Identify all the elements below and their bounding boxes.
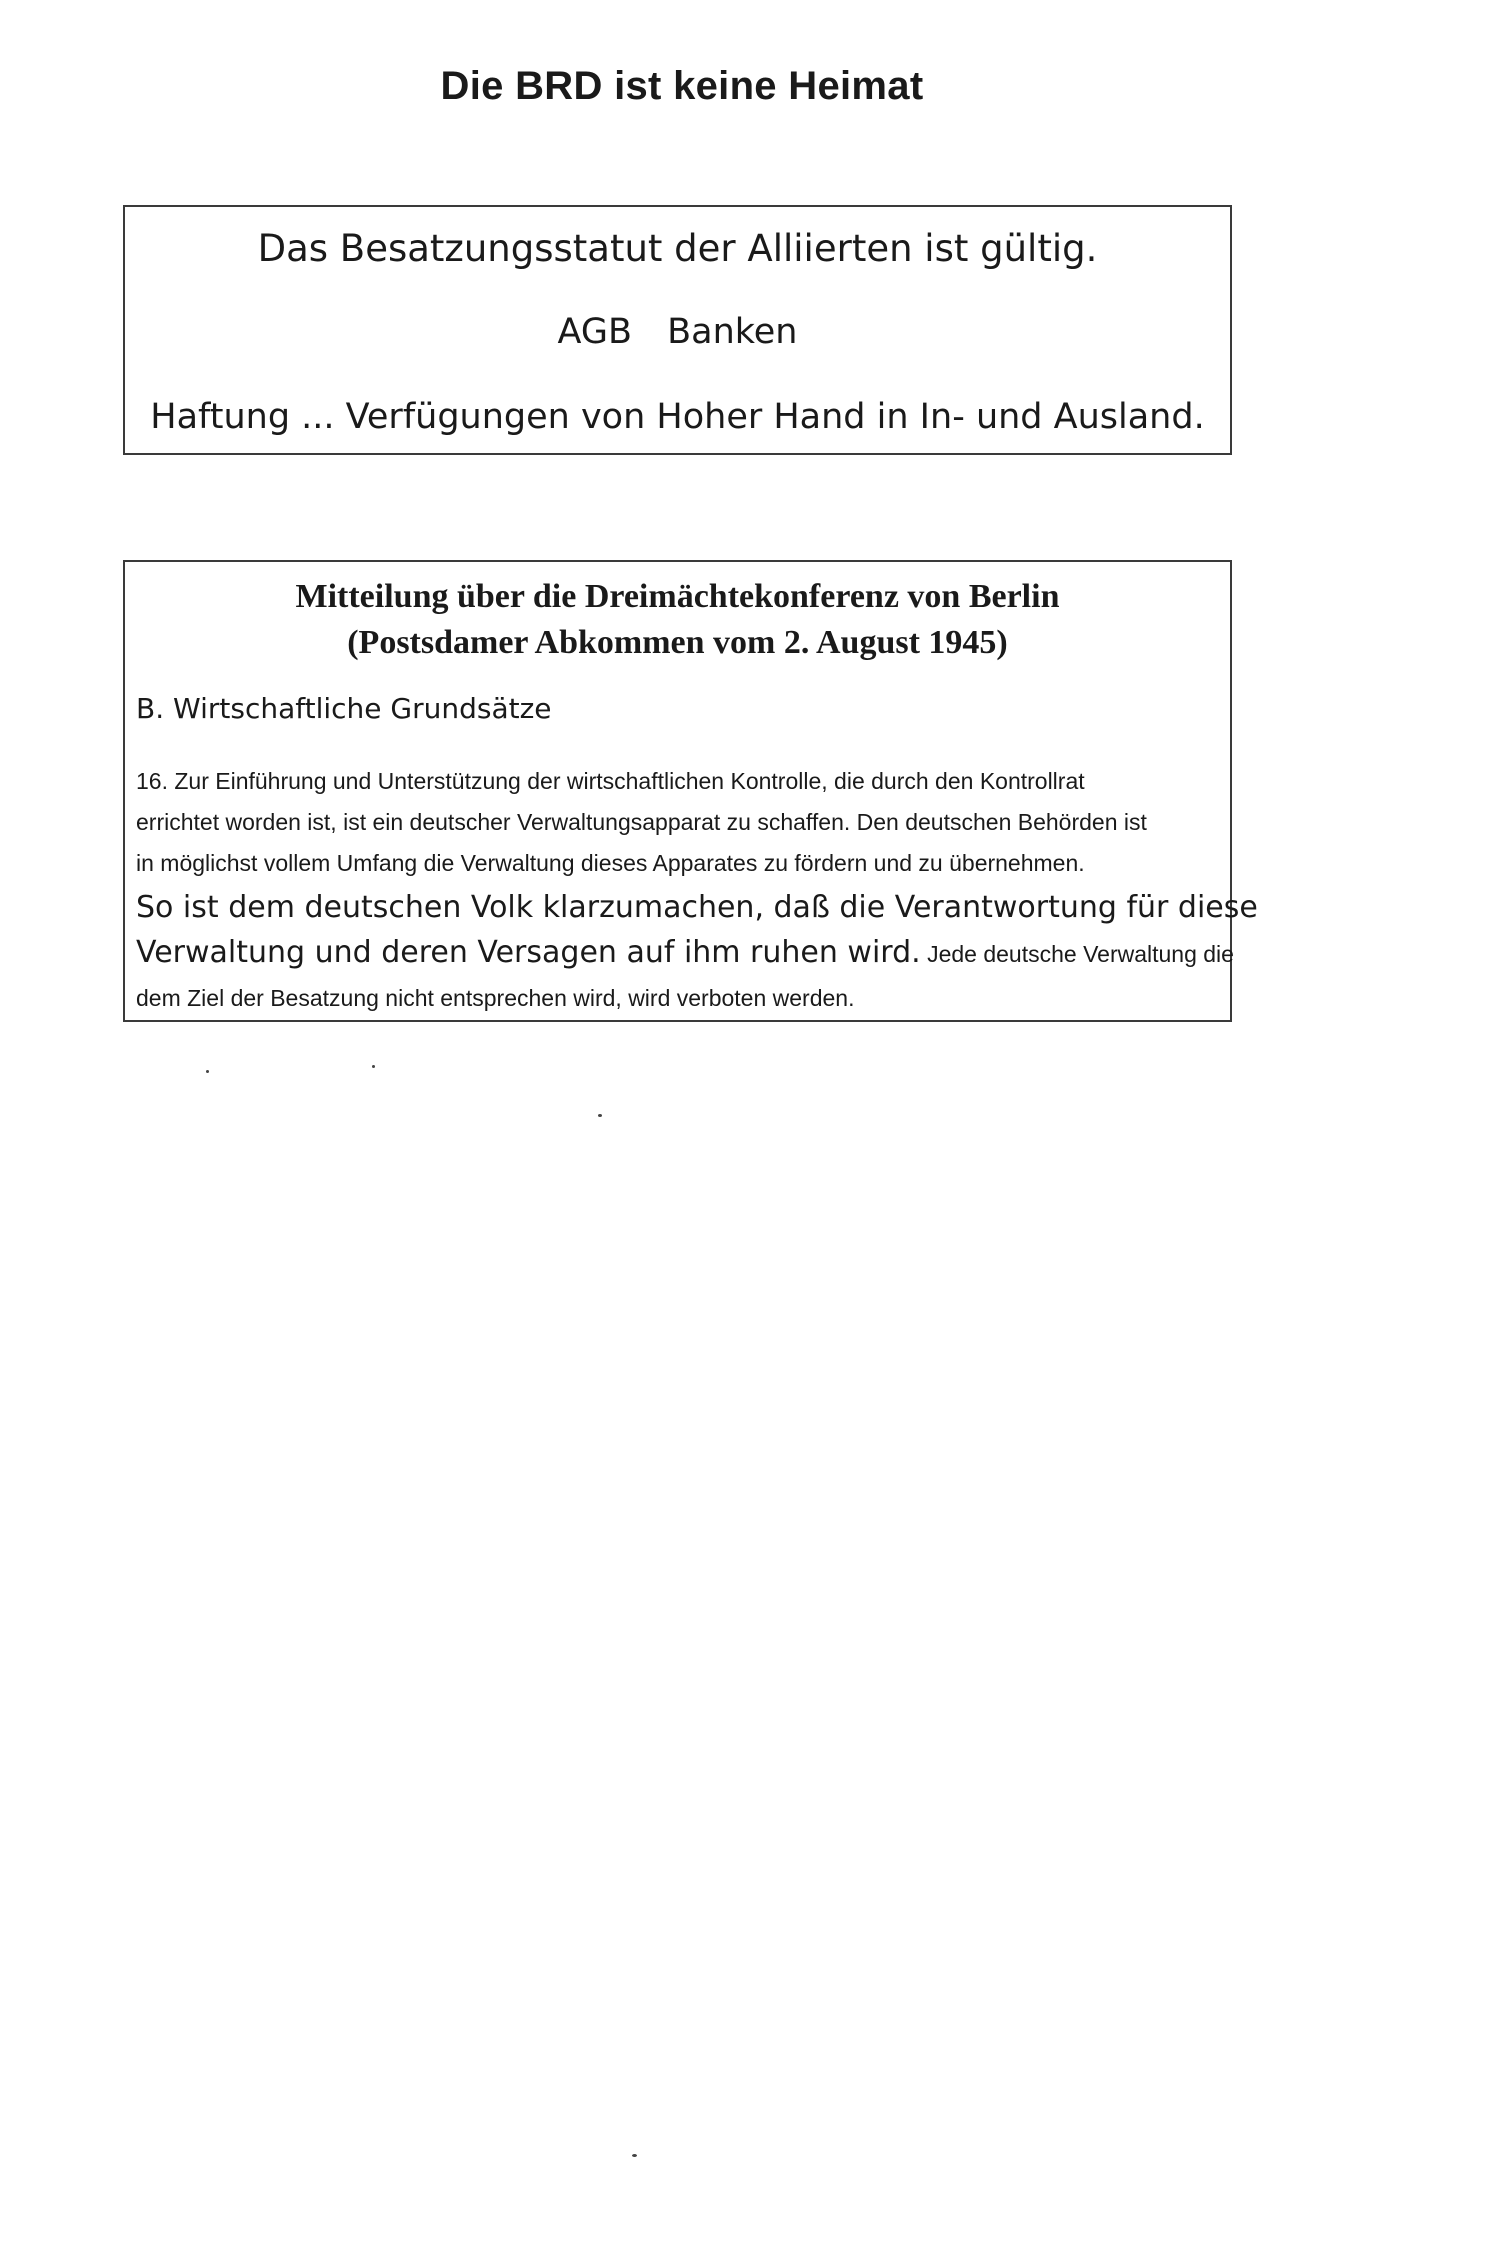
emphasis-text: Verwaltung und deren Versagen auf ihm ruhen wird.	[136, 935, 921, 970]
emphasis-line-1: So ist dem deutschen Volk klarzumachen, daß die Verantwortung für diese	[136, 890, 1258, 925]
paragraph-line: errichtet worden ist, ist ein deutscher Verwaltungsapparat zu schaffen. Den deutschen Behörden ist	[136, 809, 1147, 835]
section-title: B. Wirtschaftliche Grundsätze	[136, 692, 552, 725]
paragraph-line: 16. Zur Einführung und Unterstützung der wirtschaftlichen Kontrolle, die durch den Kontrollrat	[136, 768, 1085, 794]
paragraph-16	[136, 761, 1221, 884]
scan-speck	[372, 1065, 375, 1068]
page-title: Die BRD ist keine Heimat	[440, 64, 924, 108]
protocol-heading-line-1: Mitteilung über die Dreimächtekonferenz von Berlin	[295, 578, 1060, 615]
emphasis-line-2	[136, 935, 1234, 970]
scan-speck	[598, 1114, 602, 1117]
statement-box	[123, 205, 1232, 455]
protocol-heading	[125, 574, 1230, 666]
statement-line-agb	[125, 312, 1230, 352]
statement-line-occupation: Das Besatzungsstatut der Alliierten ist gültig.	[257, 227, 1098, 270]
protocol-box	[123, 560, 1258, 1022]
tail-text: Jede deutsche Verwaltung die	[920, 941, 1234, 967]
scan-speck	[206, 1070, 209, 1073]
statement-line-liability: Haftung ... Verfügungen von Hoher Hand in In- und Ausland.	[150, 397, 1205, 437]
protocol-heading-line-2: (Postsdamer Abkommen vom 2. August 1945)	[347, 624, 1008, 661]
tail-line-3: dem Ziel der Besatzung nicht entsprechen wird, wird verboten werden.	[136, 985, 855, 1011]
paragraph-line: in möglichst vollem Umfang die Verwaltung dieses Apparates zu fördern und zu übernehmen.	[136, 850, 1085, 876]
banken-label: Banken	[667, 312, 798, 352]
agb-label: AGB	[557, 312, 632, 352]
scan-speck	[632, 2154, 637, 2157]
